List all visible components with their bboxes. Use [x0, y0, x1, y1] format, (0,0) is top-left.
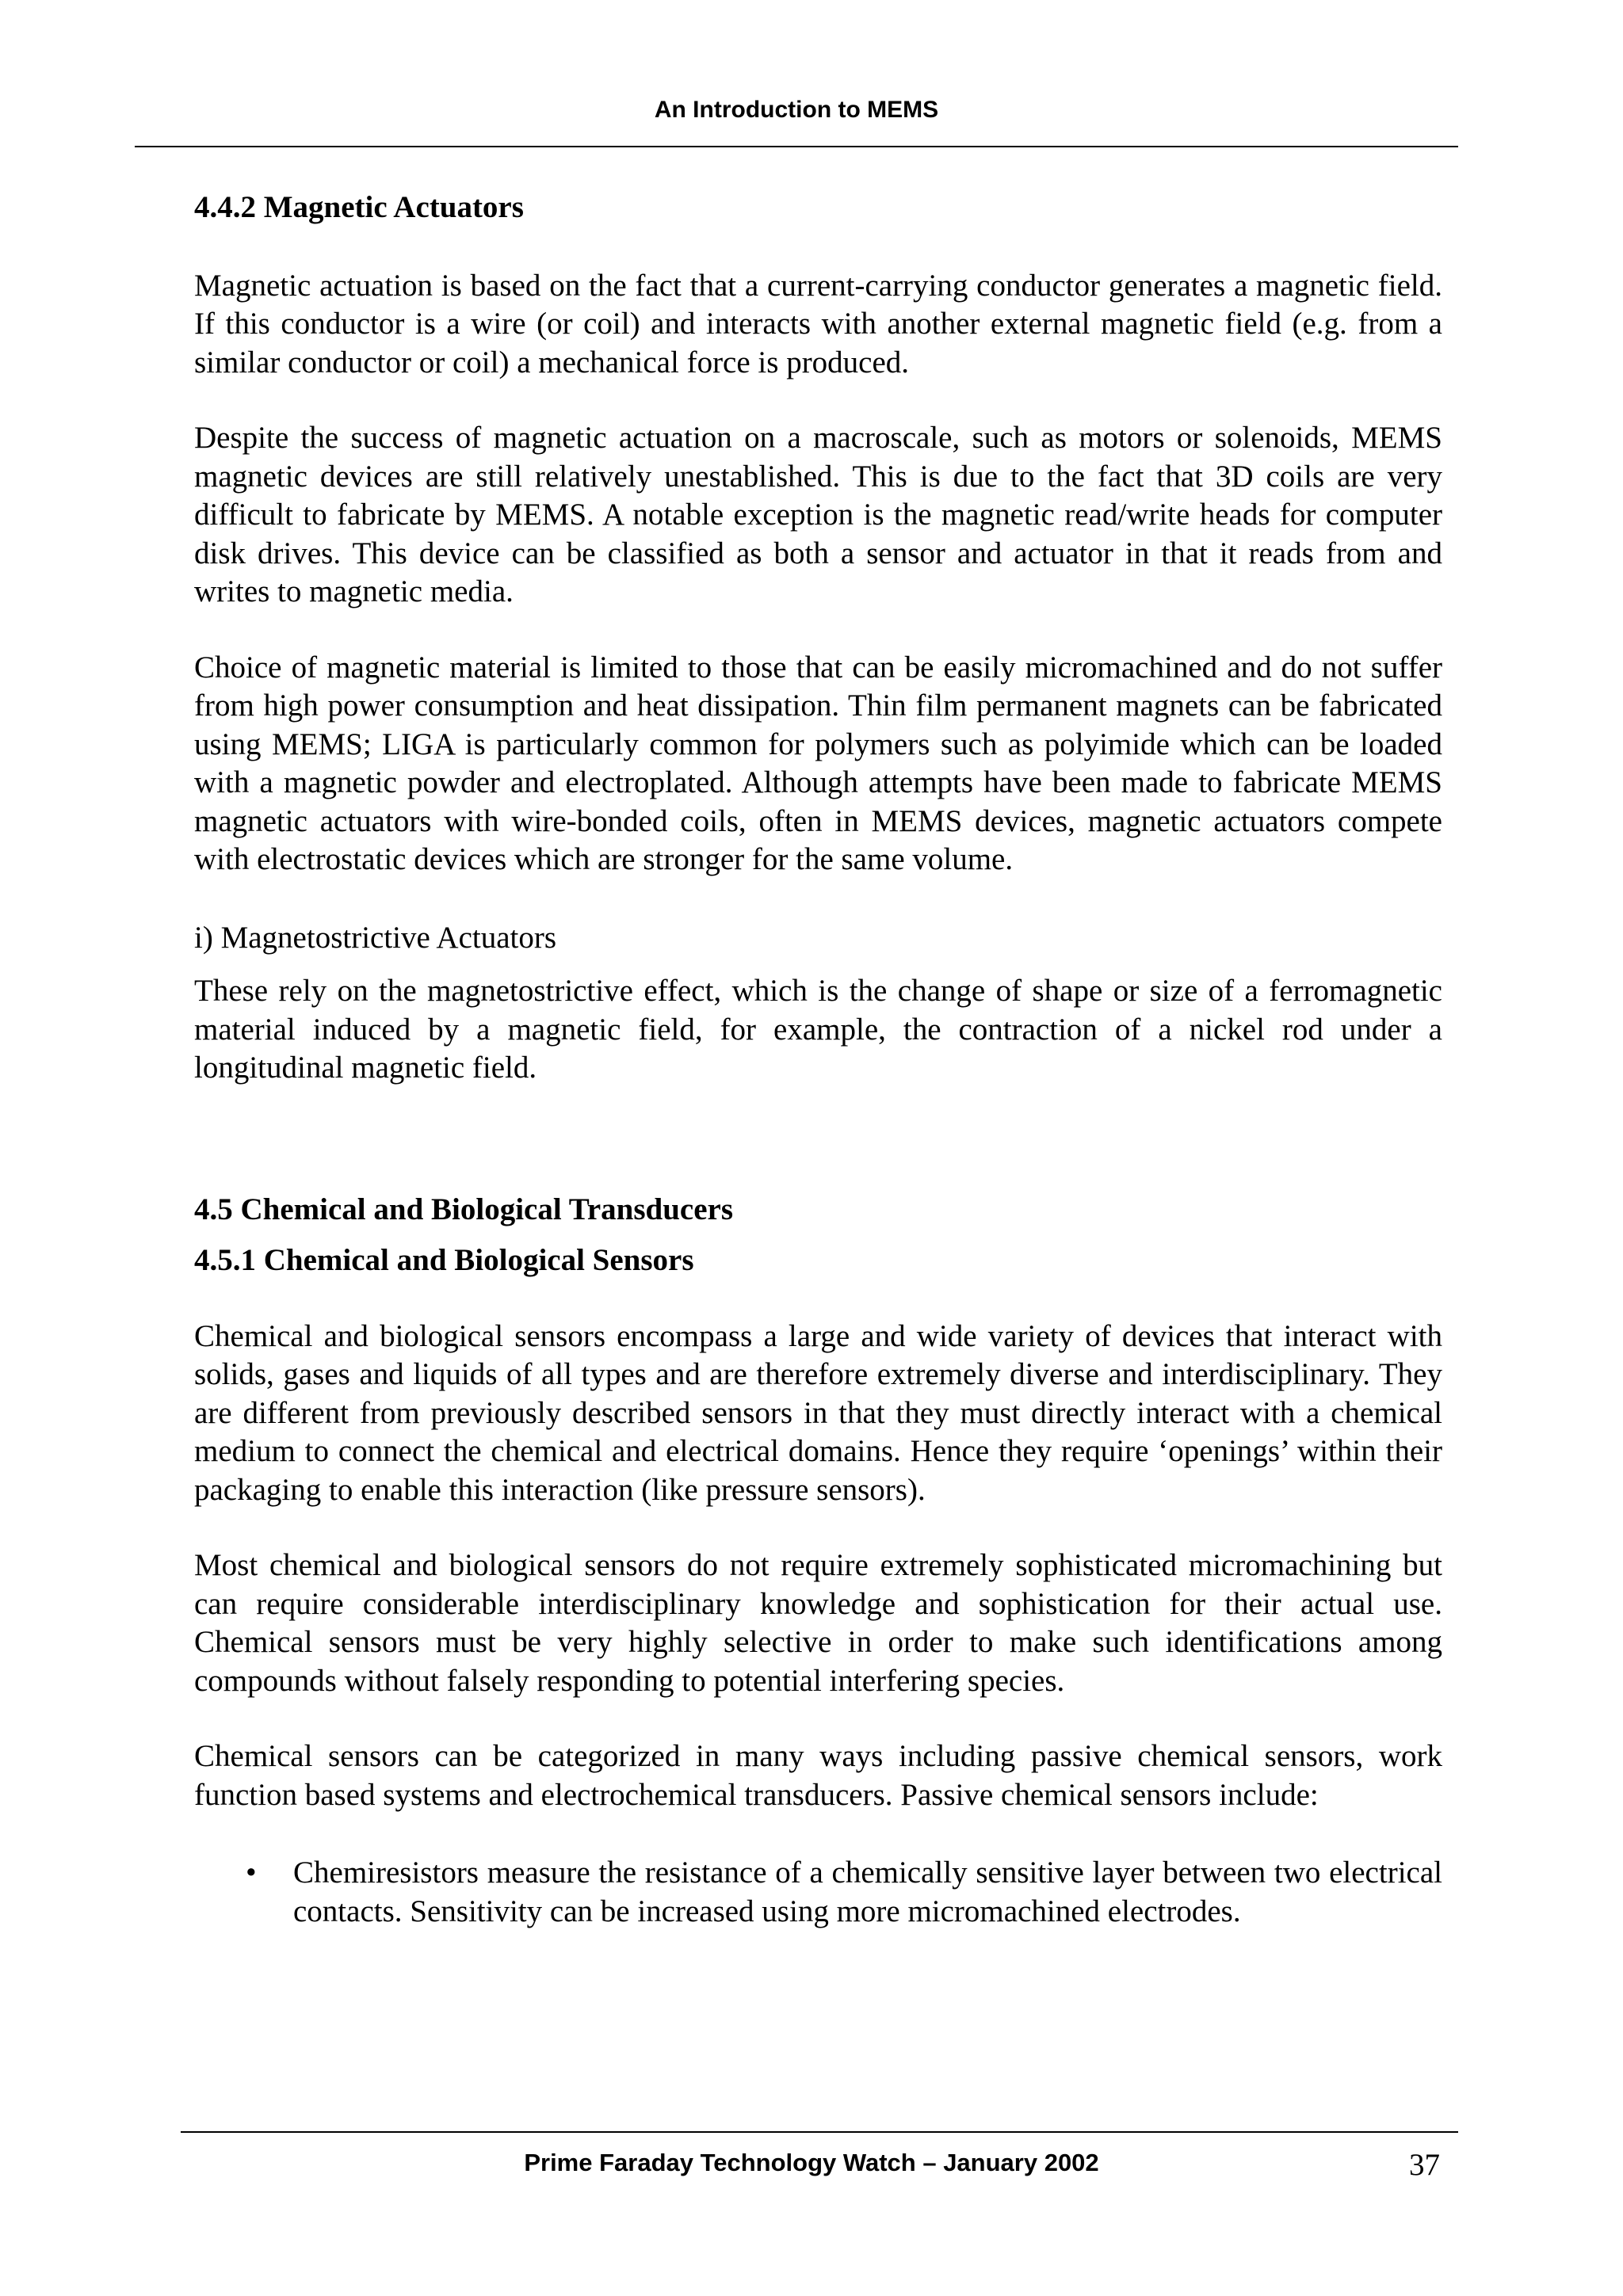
paragraph: Chemical and biological sensors encompass a large and wide variety of devices that interact with solids, gases and liquids of all types and are therefore extremely diverse and interdisciplinary. They are different from previously described sensors in that they must directly interact with a chemical medium to connect the chemical and electrical domains. Hence they require ‘openings’ within their packaging to enable this interaction (like pressure sensors). — [194, 1318, 1442, 1507]
section-heading-4-4-2: 4.4.2 Magnetic Actuators — [194, 190, 524, 224]
paragraph: Most chemical and biological sensors do not require extremely sophisticated micromachining but can require considerable interdisciplinary knowledge and sophistication for their actual use. Chemical sensors must be very highly selective in order to make such identifications among compounds without falsely responding to potential interfering species. — [194, 1548, 1442, 1698]
bullet-icon: • — [246, 1855, 257, 1890]
footer-rule — [181, 2131, 1458, 2133]
paragraph: These rely on the magnetostrictive effect, which is the change of shape or size of a ferromagnetic material induced by a magnetic field, for example, the contraction of a nickel rod under a longitudinal magnetic field. — [194, 974, 1442, 1085]
section-heading-4-5: 4.5 Chemical and Biological Transducers — [194, 1192, 734, 1226]
list-item — [194, 1854, 1442, 1931]
header-rule — [135, 146, 1458, 147]
paragraph: Choice of magnetic material is limited to those that can be easily micromachined and do not suffer from high power consumption and heat dissipation. Thin film permanent magnets can be fabricated using MEMS; LIGA is particularly common for polymers such as polyimide which can be loaded with a magnetic powder and electroplated. Although attempts have been made to fabricate MEMS magnetic actuators with wire-bonded coils, often in MEMS devices, magnetic actuators compete with electrostatic devices which are stronger for the same volume. — [194, 650, 1442, 876]
paragraph: Despite the success of magnetic actuation on a macroscale, such as motors or solenoids, MEMS magnetic devices are still relatively unestablished. This is due to the fact that 3D coils are very difficult to fabricate by MEMS. A notable exception is the magnetic read/write heads for computer disk drives. This device can be classified as both a sensor and actuator in that it reads from and writes to magnetic media. — [194, 421, 1442, 608]
paragraph: Chemical sensors can be categorized in many ways including passive chemical sensors, work function based systems and electrochemical transducers. Passive chemical sensors include: — [194, 1739, 1442, 1812]
page-number: 37 — [1409, 2148, 1440, 2182]
paragraph: Magnetic actuation is based on the fact that a current-carrying conductor generates a magnetic field. If this conductor is a wire (or coil) and interacts with another external magnetic field (e.g. from a similar conductor or coil) a mechanical force is produced. — [194, 268, 1442, 379]
page-content — [194, 189, 1442, 1931]
running-footer: Prime Faraday Technology Watch – January 2002 — [524, 2149, 1099, 2176]
bullet-list — [194, 1854, 1442, 1931]
running-header: An Introduction to MEMS — [654, 97, 939, 123]
subsection-heading-magnetostrictive: i) Magnetostrictive Actuators — [194, 920, 557, 955]
list-item-text: Chemiresistors measure the resistance of a chemically sensitive layer between two electrical contacts. Sensitivity can be increased using more micromachined electrodes. — [293, 1855, 1442, 1928]
section-heading-4-5-1: 4.5.1 Chemical and Biological Sensors — [194, 1243, 694, 1277]
